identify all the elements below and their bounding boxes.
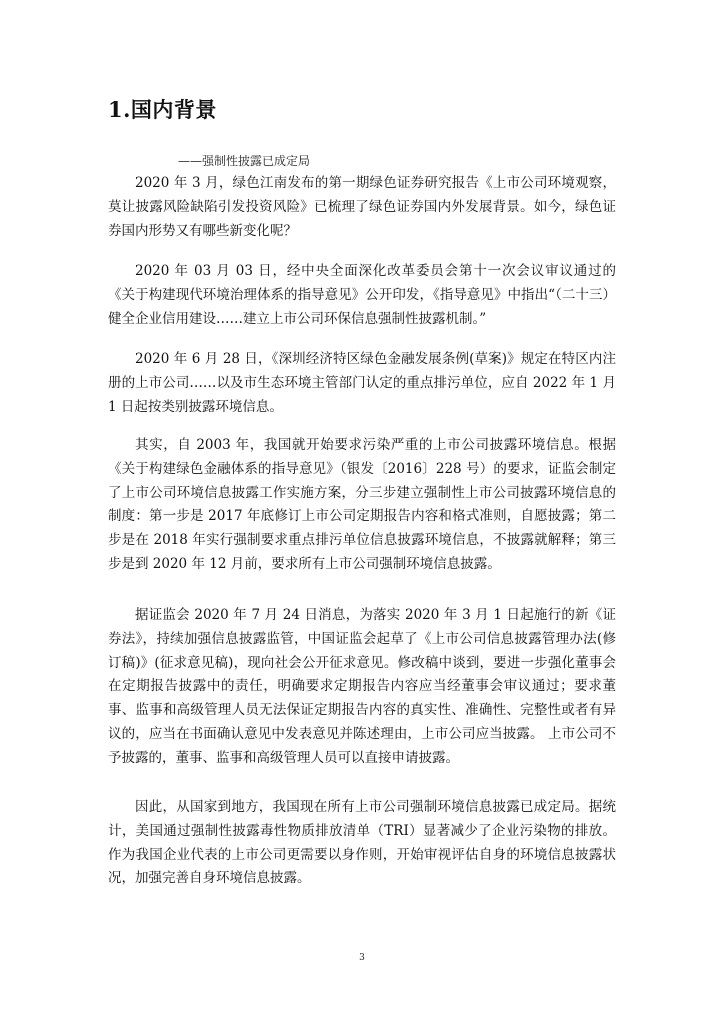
page-number: 3 [359,953,365,963]
paragraph: 2020 年 3 月，绿色江南发布的第一期绿色证券研究报告《上市公司环境观察，莫让披露风险缺陷引发投资风险》已梳理了绿色证券国内外发展背景。如今，绿色证券国内形势又有哪些新变化呢？ [108,175,616,239]
paragraph: 因此，从国家到地方，我国现在所有上市公司强制环境信息披露已成定局。据统计，美国通过强制性披露毒性物质排放清单（TRI）显著减少了企业污染物的排放。作为我国企业代表的上市公司更需要以身作则，开始审视评估自身的环境信息披露状况，加强完善自身环境信息披露。 [108,799,616,887]
paragraph: 其实，自 2003 年，我国就开始要求污染严重的上市公司披露环境信息。根据《关于构建绿色金融体系的指导意见》（银发〔2016〕228 号）的要求，证监会制定了上市公司环境信息披露工作实施方案，分三步建立强制性上市公司披露环境信息的制度：第一步是 2017 年底修订上市公司定期报告内容和格式准则，自愿披露；第二步是在 2018 年实行强制要求重点排污单位信息披露环境信息，不披露就解释；第三步是到 2020 年 12 月前，要求所有上市公司强制环境信息披露。 [108,437,616,572]
section-heading: 1.国内背景 [108,97,217,122]
paragraph: 2020 年 03 月 03 日，经中央全面深化改革委员会第十一次会议审议通过的《关于构建现代环境治理体系的指导意见》公开印发，《指导意见》中指出“（二十三）健全企业信用建设……建立上市公司环保信息强制性披露机制。” [108,263,616,327]
section-subtitle: ——强制性披露已成定局 [178,154,311,168]
paragraph: 2020 年 6 月 28 日，《深圳经济特区绿色金融发展条例(草案)》规定在特区内注册的上市公司……以及市生态环境主管部门认定的重点排污单位，应自 2022 年 1 月 1 日起按类别披露环境信息。 [108,351,616,415]
paragraph: 据证监会 2020 年 7 月 24 日消息，为落实 2020 年 3 月 1 日起施行的新《证券法》，持续加强信息披露监管，中国证监会起草了《上市公司信息披露管理办法(修订稿)》(征求意见稿)，现向社会公开征求意见。修改稿中谈到，要进一步强化董事会在定期报告披露中的责任，明确要求定期报告内容应当经董事会审议通过；要求董事、监事和高级管理人员无法保证定期报告内容的真实性、准确性、完整性或者有异议的，应当在书面确认意见中发表意见并陈述理由，上市公司应当披露。 上市公司不予披露的，董事、监事和高级管理人员可以直接申请披露。 [108,607,616,766]
